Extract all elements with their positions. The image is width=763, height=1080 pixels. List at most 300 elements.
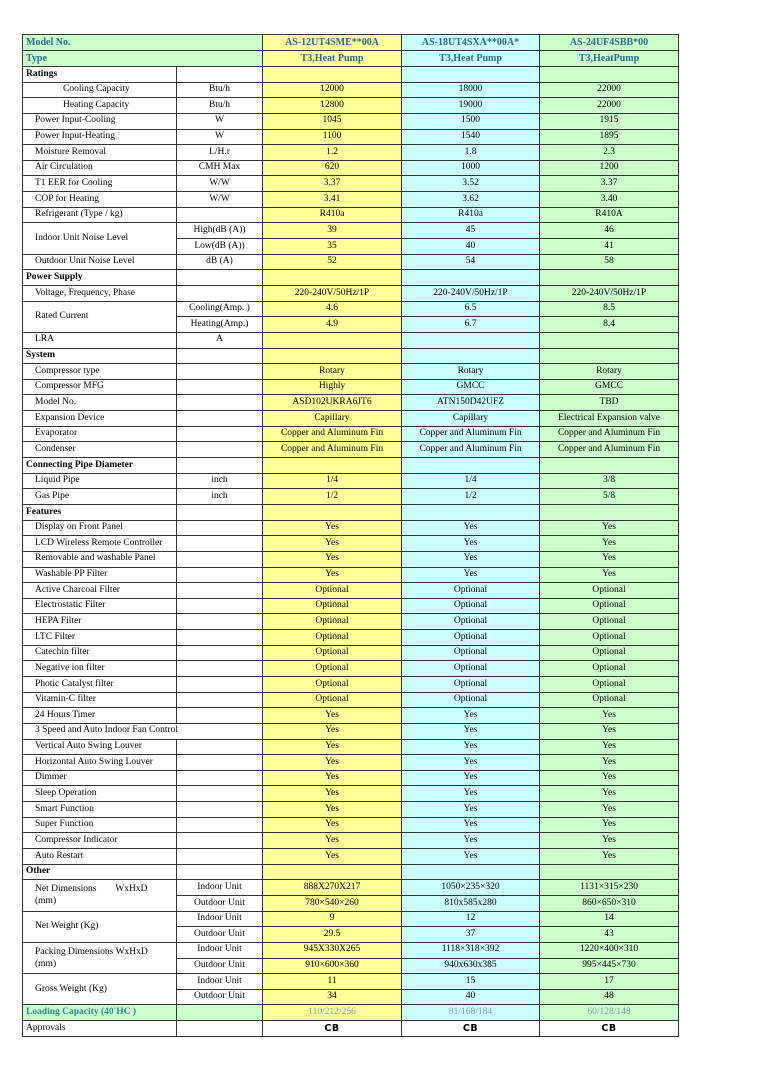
row-unit: [177, 520, 263, 536]
value-cell: Optional: [540, 676, 679, 692]
empty-cell: [540, 348, 679, 364]
value-cell: 780×540×260: [263, 895, 402, 911]
value-cell: 1/4: [402, 473, 540, 489]
value-cell: Yes: [402, 802, 540, 818]
empty-cell: [177, 270, 263, 286]
empty-cell: [402, 504, 540, 520]
table-row: [23, 192, 679, 208]
value-cell: Yes: [540, 849, 679, 865]
table-row: [23, 849, 679, 865]
value-cell: Optional: [402, 583, 540, 599]
table-row: [23, 254, 679, 270]
row-unit: [177, 1021, 263, 1037]
value-cell: Optional: [402, 645, 540, 661]
value-cell: Yes: [402, 770, 540, 786]
row-label: Cooling Capacity: [23, 82, 177, 98]
value-cell: 1/4: [263, 473, 402, 489]
value-cell: 37: [402, 927, 540, 943]
value-cell: 1118×318×392: [402, 942, 540, 958]
value-cell: Copper and Aluminum Fin: [540, 426, 679, 442]
value-cell: Yes: [402, 739, 540, 755]
table-row: [23, 630, 679, 646]
value-cell: Yes: [263, 849, 402, 865]
table-row: [23, 645, 679, 661]
empty-cell: [540, 67, 679, 83]
table-row: [23, 520, 679, 536]
table-row: [23, 332, 679, 348]
value-cell: CB: [402, 1021, 540, 1037]
section-row: [23, 348, 679, 364]
value-cell: [402, 332, 540, 348]
value-cell: ASD102UKRA6JT6: [263, 395, 402, 411]
value-cell: Optional: [263, 583, 402, 599]
row-label: Compressor type: [23, 364, 177, 380]
value-cell: 1045: [263, 113, 402, 129]
value-cell: Optional: [263, 645, 402, 661]
empty-cell: [177, 864, 263, 880]
row-label: Approvals: [23, 1021, 177, 1037]
value-cell: Electrical Expansion valve: [540, 411, 679, 427]
row-label: 3 Speed and Auto Indoor Fan Control: [23, 723, 263, 739]
row-unit: W: [177, 129, 263, 145]
table-row: [23, 442, 679, 458]
empty-cell: [540, 270, 679, 286]
row-unit: [177, 442, 263, 458]
value-cell: Yes: [263, 551, 402, 567]
table-row: [23, 911, 679, 927]
value-cell: 48: [540, 989, 679, 1005]
empty-cell: [402, 67, 540, 83]
row-label: Liquid Pipe: [23, 473, 177, 489]
row-label: Gas Pipe: [23, 489, 177, 505]
row-unit: [177, 395, 263, 411]
table-row: [23, 301, 679, 317]
value-cell: Yes: [263, 708, 402, 724]
value-cell: 888X270X217: [263, 880, 402, 896]
value-cell: Copper and Aluminum Fin: [263, 442, 402, 458]
value-cell: Yes: [263, 802, 402, 818]
row-label: Vertical Auto Swing Louver: [23, 739, 177, 755]
empty-cell: [540, 864, 679, 880]
value-cell: Optional: [402, 614, 540, 630]
row-label: LTC Filter: [23, 630, 177, 646]
value-cell: Yes: [263, 520, 402, 536]
row-unit: [177, 692, 263, 708]
value-cell: Optional: [540, 645, 679, 661]
value-cell: Yes: [540, 567, 679, 583]
row-unit: [177, 661, 263, 677]
row-unit: Heating(Amp.): [177, 317, 263, 333]
value-cell: Yes: [540, 802, 679, 818]
value-cell: 6.5: [402, 301, 540, 317]
value-cell: 8.4: [540, 317, 679, 333]
table-row: [23, 739, 679, 755]
value-cell: 34: [263, 989, 402, 1005]
row-unit: [177, 411, 263, 427]
value-cell: [540, 332, 679, 348]
value-cell: 40: [402, 989, 540, 1005]
value-cell: Yes: [402, 708, 540, 724]
empty-cell: [402, 348, 540, 364]
value-cell: 43: [540, 927, 679, 943]
type-col-2: T3,Heat Pump: [402, 51, 540, 67]
value-cell: 45: [402, 223, 540, 239]
row-unit: A: [177, 332, 263, 348]
row-label: Compressor MFG: [23, 379, 177, 395]
empty-cell: [540, 504, 679, 520]
value-cell: ATN150D42UFZ: [402, 395, 540, 411]
value-cell: 11: [263, 974, 402, 990]
value-cell: Copper and Aluminum Fin: [540, 442, 679, 458]
row-label: Compressor Indicator: [23, 833, 177, 849]
value-cell: 620: [263, 160, 402, 176]
row-unit: inch: [177, 473, 263, 489]
table-row: [23, 379, 679, 395]
row-unit: inch: [177, 489, 263, 505]
row-unit: [177, 598, 263, 614]
empty-cell: [402, 458, 540, 474]
value-cell: 3.37: [263, 176, 402, 192]
value-cell: 3.62: [402, 192, 540, 208]
row-unit: Indoor Unit: [177, 974, 263, 990]
section-row: [23, 458, 679, 474]
value-cell: 29.5: [263, 927, 402, 943]
value-cell: Yes: [540, 786, 679, 802]
model-col-1: AS-12UT4SME**00A: [263, 35, 402, 51]
row-label: Indoor Unit Noise Level: [23, 223, 177, 254]
table-row: [23, 364, 679, 380]
value-cell: 40: [402, 239, 540, 255]
row-label: Removable and washable Panel: [23, 551, 177, 567]
type-row: [23, 51, 679, 67]
value-cell: Optional: [402, 661, 540, 677]
value-cell: Rotary: [402, 364, 540, 380]
value-cell: Copper and Aluminum Fin: [402, 442, 540, 458]
row-unit: [177, 1005, 263, 1021]
table-row: [23, 723, 679, 739]
value-cell: Optional: [263, 598, 402, 614]
type-label: Type: [23, 51, 263, 67]
table-row: [23, 285, 679, 301]
row-unit: [177, 379, 263, 395]
row-label: Dimmer: [23, 770, 177, 786]
row-label: [23, 942, 177, 973]
row-unit: [177, 817, 263, 833]
value-cell: 2.3: [540, 145, 679, 161]
section-row: [23, 67, 679, 83]
value-cell: 220-240V/50Hz/1P: [402, 285, 540, 301]
value-cell: 1200: [540, 160, 679, 176]
value-cell: Yes: [402, 786, 540, 802]
row-unit: [177, 833, 263, 849]
row-label: Auto Restart: [23, 849, 177, 865]
value-cell: 60/128/148: [540, 1005, 679, 1021]
row-unit: Btu/h: [177, 82, 263, 98]
row-label: Rated Current: [23, 301, 177, 332]
value-cell: Optional: [263, 630, 402, 646]
row-unit: Indoor Unit: [177, 942, 263, 958]
row-unit: [177, 676, 263, 692]
value-cell: Rotary: [263, 364, 402, 380]
table-row: [23, 598, 679, 614]
row-label: Power Input-Heating: [23, 129, 177, 145]
row-label: Sleep Operation: [23, 786, 177, 802]
section-heading: System: [23, 348, 177, 364]
value-cell: Yes: [263, 536, 402, 552]
row-label: Air Circulation: [23, 160, 177, 176]
value-cell: 12800: [263, 98, 402, 114]
row-unit: W/W: [177, 176, 263, 192]
table-row: [23, 395, 679, 411]
value-cell: 1540: [402, 129, 540, 145]
row-label: Display on Front Panel: [23, 520, 177, 536]
value-cell: 19000: [402, 98, 540, 114]
row-label: Gross Weight (Kg): [23, 974, 177, 1005]
row-unit: Outdoor Unit: [177, 958, 263, 974]
table-row: [23, 614, 679, 630]
value-cell: Yes: [540, 723, 679, 739]
type-col-3: T3,HeatPump: [540, 51, 679, 67]
value-cell: Optional: [540, 630, 679, 646]
row-unit: [177, 849, 263, 865]
value-cell: Yes: [402, 849, 540, 865]
value-cell: 1.2: [263, 145, 402, 161]
value-cell: Highly: [263, 379, 402, 395]
row-unit: Btu/h: [177, 98, 263, 114]
value-cell: 1.8: [402, 145, 540, 161]
row-label: Horizontal Auto Swing Louver: [23, 755, 177, 771]
value-cell: 940x630x385: [402, 958, 540, 974]
table-row: [23, 974, 679, 990]
row-unit: dB (A): [177, 254, 263, 270]
value-cell: 8.5: [540, 301, 679, 317]
row-label: Active Charcoal Filter: [23, 583, 177, 599]
row-label: Expansion Device: [23, 411, 177, 427]
row-unit: [177, 207, 263, 223]
spec-table: [22, 34, 679, 1037]
value-cell: Yes: [263, 567, 402, 583]
value-cell: 3.41: [263, 192, 402, 208]
value-cell: 1131×315×230: [540, 880, 679, 896]
value-cell: Yes: [540, 817, 679, 833]
row-unit: [177, 551, 263, 567]
value-cell: Yes: [402, 755, 540, 771]
row-label: Refrigerant (Type / kg): [23, 207, 177, 223]
table-row: [23, 1021, 679, 1037]
row-label: Moisture Removal: [23, 145, 177, 161]
row-unit: W/W: [177, 192, 263, 208]
row-unit: Outdoor Unit: [177, 895, 263, 911]
value-cell: 3.37: [540, 176, 679, 192]
section-row: [23, 270, 679, 286]
row-unit: [177, 364, 263, 380]
value-cell: 1000: [402, 160, 540, 176]
value-cell: CB: [263, 1021, 402, 1037]
value-cell: Optional: [263, 692, 402, 708]
value-cell: 860×650×310: [540, 895, 679, 911]
value-cell: 4.6: [263, 301, 402, 317]
value-cell: 9: [263, 911, 402, 927]
row-label: Heating Capacity: [23, 98, 177, 114]
value-cell: Capillary: [402, 411, 540, 427]
value-cell: 1915: [540, 113, 679, 129]
row-unit: [177, 630, 263, 646]
empty-cell: [263, 504, 402, 520]
value-cell: 54: [402, 254, 540, 270]
row-label: Vitamin-C filter: [23, 692, 177, 708]
row-unit: [177, 285, 263, 301]
value-cell: 15: [402, 974, 540, 990]
empty-cell: [263, 67, 402, 83]
row-label: HEPA Filter: [23, 614, 177, 630]
value-cell: Yes: [402, 536, 540, 552]
value-cell: Optional: [263, 614, 402, 630]
table-row: [23, 1005, 679, 1021]
row-label: Power Input-Cooling: [23, 113, 177, 129]
row-unit: [177, 755, 263, 771]
value-cell: [263, 332, 402, 348]
row-label: Negative ion filter: [23, 661, 177, 677]
value-cell: GMCC: [402, 379, 540, 395]
row-unit: Indoor Unit: [177, 880, 263, 896]
type-col-1: T3,Heat Pump: [263, 51, 402, 67]
row-unit: Cooling(Amp. ): [177, 301, 263, 317]
value-cell: 1500: [402, 113, 540, 129]
value-cell: Optional: [540, 661, 679, 677]
empty-cell: [540, 458, 679, 474]
table-row: [23, 223, 679, 239]
value-cell: Yes: [402, 551, 540, 567]
value-cell: Optional: [540, 692, 679, 708]
value-cell: Yes: [263, 817, 402, 833]
value-cell: Yes: [402, 520, 540, 536]
value-cell: Yes: [263, 723, 402, 739]
value-cell: Optional: [540, 598, 679, 614]
section-heading: Other: [23, 864, 177, 880]
value-cell: Yes: [402, 723, 540, 739]
table-row: [23, 113, 679, 129]
value-cell: Yes: [263, 833, 402, 849]
table-row: [23, 880, 679, 896]
value-cell: R410a: [263, 207, 402, 223]
row-label: Catechin filter: [23, 645, 177, 661]
row-unit: Indoor Unit: [177, 911, 263, 927]
row-label: Electrostatic Filter: [23, 598, 177, 614]
row-unit: [177, 739, 263, 755]
table-row: [23, 426, 679, 442]
row-label: Outdoor Unit Noise Level: [23, 254, 177, 270]
value-cell: CB: [540, 1021, 679, 1037]
row-label: Loading Capacity (40'HC ): [23, 1005, 177, 1021]
value-cell: Optional: [402, 630, 540, 646]
table-row: [23, 817, 679, 833]
row-label: Smart Function: [23, 802, 177, 818]
table-row: [23, 786, 679, 802]
value-cell: 910×600×360: [263, 958, 402, 974]
value-cell: 22000: [540, 98, 679, 114]
row-unit: CMH Max: [177, 160, 263, 176]
row-label: 24 Hours Timer: [23, 708, 177, 724]
table-row: [23, 145, 679, 161]
value-cell: 22000: [540, 82, 679, 98]
row-unit: Low(dB (A)): [177, 239, 263, 255]
value-cell: 18000: [402, 82, 540, 98]
value-cell: 110/212/256: [263, 1005, 402, 1021]
value-cell: GMCC: [540, 379, 679, 395]
table-row: [23, 160, 679, 176]
empty-cell: [177, 348, 263, 364]
value-cell: Copper and Aluminum Fin: [402, 426, 540, 442]
table-row: [23, 770, 679, 786]
section-heading: Features: [23, 504, 177, 520]
table-row: [23, 755, 679, 771]
value-cell: 1220×400×310: [540, 942, 679, 958]
value-cell: Optional: [402, 692, 540, 708]
row-unit: [177, 708, 263, 724]
value-cell: 52: [263, 254, 402, 270]
model-col-3: AS-24UF4SBB*00: [540, 35, 679, 51]
value-cell: Yes: [540, 739, 679, 755]
row-label-line: (mm): [35, 896, 57, 907]
row-unit: L/H.r: [177, 145, 263, 161]
section-heading: Ratings: [23, 67, 177, 83]
table-row: [23, 82, 679, 98]
value-cell: 14: [540, 911, 679, 927]
value-cell: Yes: [263, 786, 402, 802]
value-cell: Rotary: [540, 364, 679, 380]
value-cell: 3.52: [402, 176, 540, 192]
table-row: [23, 411, 679, 427]
empty-cell: [177, 504, 263, 520]
row-unit: [177, 786, 263, 802]
value-cell: Optional: [263, 661, 402, 677]
value-cell: TBD: [540, 395, 679, 411]
value-cell: 81/168/184: [402, 1005, 540, 1021]
table-row: [23, 567, 679, 583]
model-col-2: AS-18UT4SXA**00A*: [402, 35, 540, 51]
row-label: Net Weight (Kg): [23, 911, 177, 942]
row-unit: [177, 645, 263, 661]
row-label-line: Packing Dimensions WxHxD: [35, 947, 148, 958]
section-row: [23, 504, 679, 520]
table-row: [23, 802, 679, 818]
value-cell: Optional: [540, 614, 679, 630]
empty-cell: [263, 270, 402, 286]
table-row: [23, 583, 679, 599]
value-cell: Yes: [540, 708, 679, 724]
value-cell: Yes: [402, 567, 540, 583]
value-cell: Yes: [540, 520, 679, 536]
empty-cell: [402, 270, 540, 286]
table-row: [23, 676, 679, 692]
empty-cell: [177, 67, 263, 83]
table-row: [23, 473, 679, 489]
value-cell: Optional: [263, 676, 402, 692]
row-label: Photic Catalyst filter: [23, 676, 177, 692]
row-unit: [177, 426, 263, 442]
empty-cell: [402, 864, 540, 880]
row-label: Model No.: [23, 395, 177, 411]
table-row: [23, 661, 679, 677]
table-row: [23, 129, 679, 145]
value-cell: Yes: [263, 755, 402, 771]
row-label: LRA: [23, 332, 177, 348]
row-label: COP for Heating: [23, 192, 177, 208]
empty-cell: [263, 348, 402, 364]
empty-cell: [177, 458, 263, 474]
value-cell: 41: [540, 239, 679, 255]
row-unit: [177, 567, 263, 583]
